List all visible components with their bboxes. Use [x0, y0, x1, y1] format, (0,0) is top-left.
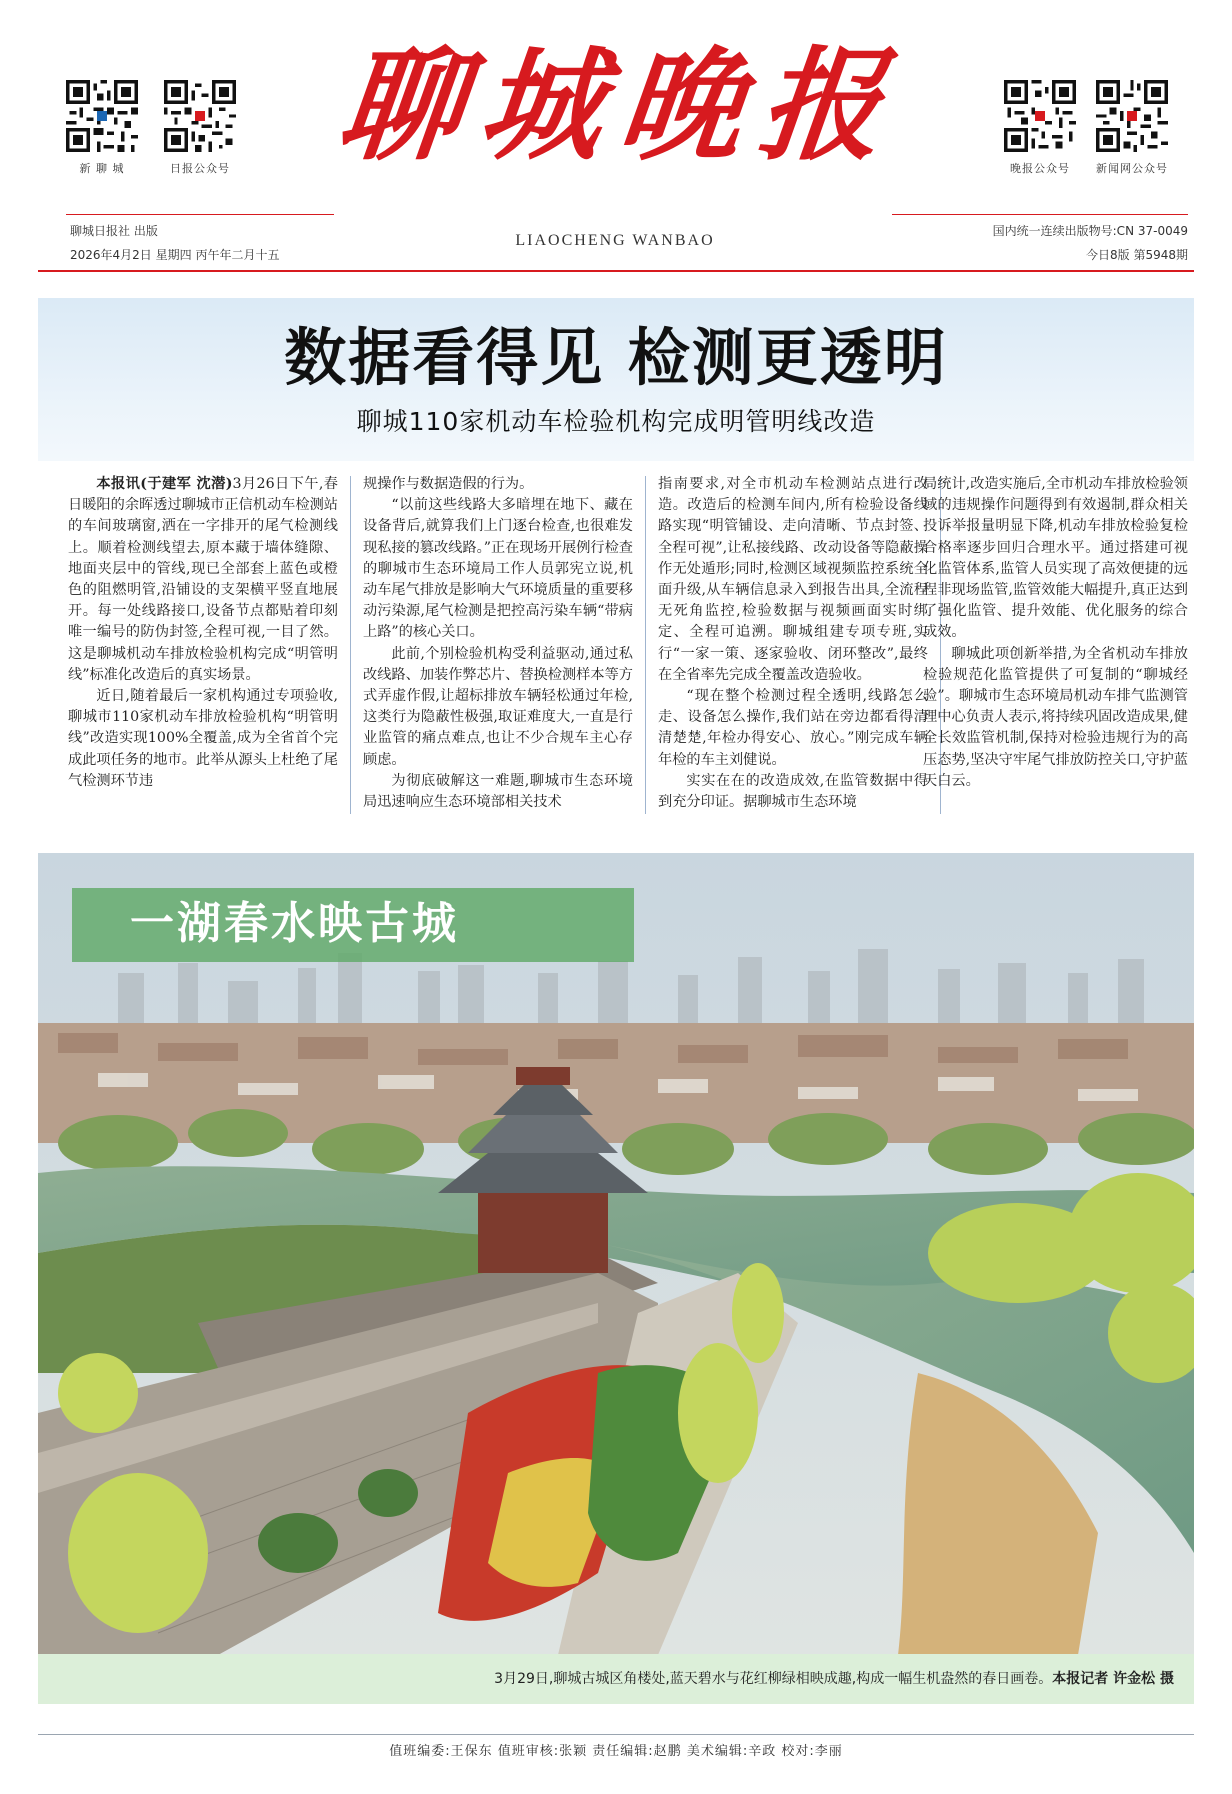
header-rule-left: [66, 214, 334, 215]
footer-rule: [38, 1734, 1194, 1735]
qr-code-icon: [66, 80, 138, 152]
serial-number: 国内统一连续出版物号:CN 37-0049: [992, 224, 1188, 238]
paragraph: “现在整个检测过程全透明,线路怎么走、设备怎么操作,我们站在旁边都看得清清楚楚,年检办得安心、放心。”刚完成车辆年检的车主刘健说。: [658, 688, 928, 768]
photo-title: 一湖春水映古城: [130, 898, 459, 949]
column-divider: [645, 476, 646, 814]
masthead: 聊城晚报: [332, 33, 908, 177]
article-column-2: [363, 474, 633, 820]
caption-text: 3月29日,聊城古城区角楼处,蓝天碧水与花红柳绿相映成趣,构成一幅生机盎然的春日画卷。: [494, 1671, 1053, 1687]
photo-caption: [38, 1654, 1174, 1704]
photo-credit: 本报记者 许金松 摄: [1052, 1671, 1174, 1687]
paragraph: 为彻底破解这一难题,聊城市生态环境局迅速响应生态环境部相关技术: [363, 772, 633, 811]
qr-label: 晚报公众号: [1010, 162, 1070, 175]
issue-date: 2026年4月2日 星期四 丙午年二月十五: [70, 248, 280, 262]
paragraph: 3月26日下午,春日暖阳的余晖透过聊城市正信机动车检测站的车间玻璃窗,洒在一字排开的尾气检测线上。顺着检测线望去,原本藏于墙体缝隙、地面夹层中的管线,现已全部套上蓝色或橙色的阻燃明管,沿铺设的支架横平竖直地展开。每一处线路接口,设备节点都贴着印刻唯一编号的防伪封签,全程可视,一目了然。这是聊城机动车排放检验机构完成“明管明线”标准化改造后的真实场景。: [68, 476, 338, 683]
paragraph: “以前这些线路大多暗埋在地下、藏在设备背后,就算我们上门逐台检查,也很难发现私接的篡改线路。”正在现场开展例行检查的聊城市生态环境局工作人员郭宪立说,机动车尾气排放是影响大气环境质量的重要移动污染源,尾气检测是把控高污染车辆“带病上路”的核心关口。: [363, 497, 633, 641]
masthead-pinyin: LIAOCHENG WANBAO: [515, 232, 715, 249]
paragraph: 指南要求,对全市机动车检测站点进行改造。改造后的检测车间内,所有检验设备线路实现“明管铺设、走向清晰、节点封签、全程可视”,让私接线路、改动设备等隐蔽操作无处遁形;同时,检测区域视频监控系统全面升级,从车辆信息录入到报告出具,全流程无死角监控,检验数据与视频画面实时绑定、全程可追溯。聊城组建专项专班,实行“一家一策、逐家验收、闭环整改”,最终在全省率先完成全覆盖改造验收。: [658, 476, 928, 683]
paragraph: 规操作与数据造假的行为。: [363, 476, 534, 492]
paragraph: 此前,个别检验机构受利益驱动,通过私改线路、加装作弊芯片、替换检测样本等方式弄虚作假,让超标排放车辆轻松通过年检,这类行为隐蔽性极强,取证难度大,一直是行业监管的痛点难点,也让不少合规车主心存顾虑。: [363, 645, 633, 768]
qr-code-icon: [1004, 80, 1076, 152]
qr-code-icon: [1096, 80, 1168, 152]
subheadline: 聊城110家机动车检验机构完成明管明线改造: [356, 407, 876, 436]
paragraph: 局统计,改造实施后,全市机动车排放检验领域的违规操作问题得到有效遏制,群众相关投诉举报量明显下降,机动车排放检验复检合格率逐步回归合理水平。通过搭建可视化监管体系,监管人员实现了高效便捷的远程非现场监管,监管效能大幅提升,真正达到了强化监管、提升效能、优化服务的综合成效。: [923, 476, 1188, 641]
dateline: 本报讯(于建军 沈潜): [96, 476, 233, 492]
header-rule-right: [892, 214, 1188, 215]
qr-label: 日报公众号: [170, 162, 230, 175]
qr-label: 新 聊 城: [79, 162, 125, 175]
editor-credits: 值班编委:王保东 值班审核:张颖 责任编辑:赵鹏 美术编辑:辛政 校对:李丽: [389, 1744, 843, 1759]
qr-code-icon: [164, 80, 236, 152]
article-column-1: [68, 474, 338, 820]
news-photo: [38, 853, 1194, 1655]
article-column-4: [923, 474, 1188, 820]
photo-title-banner: [72, 888, 634, 962]
paragraph: 聊城此项创新举措,为全省机动车排放检验规范化监管提供了可复制的“聊城经验”。聊城市生态环境局机动车排气监测管理中心负责人表示,将持续巩固改造成果,健全长效监管机制,保持对检验违规行为的高压态势,坚决守牢尾气排放防控关口,守护蓝天白云。: [923, 645, 1188, 789]
column-divider: [350, 476, 351, 814]
qr-label: 新闻网公众号: [1096, 162, 1168, 175]
header-bottom-rule: [38, 270, 1194, 272]
publisher: 聊城日报社 出版: [70, 224, 158, 238]
edition-info: 今日8版 第5948期: [1086, 248, 1188, 262]
paragraph: 近日,随着最后一家机构通过专项验收,聊城市110家机动车排放检验机构“明管明线”改造实现100%全覆盖,成为全省首个完成此项任务的地市。此举从源头上杜绝了尾气检测环节违: [68, 688, 338, 789]
paragraph: 实实在在的改造成效,在监管数据中得到充分印证。据聊城市生态环境: [658, 772, 928, 811]
headline: 数据看得见 检测更透明: [284, 321, 948, 394]
article-column-3: [658, 474, 928, 820]
